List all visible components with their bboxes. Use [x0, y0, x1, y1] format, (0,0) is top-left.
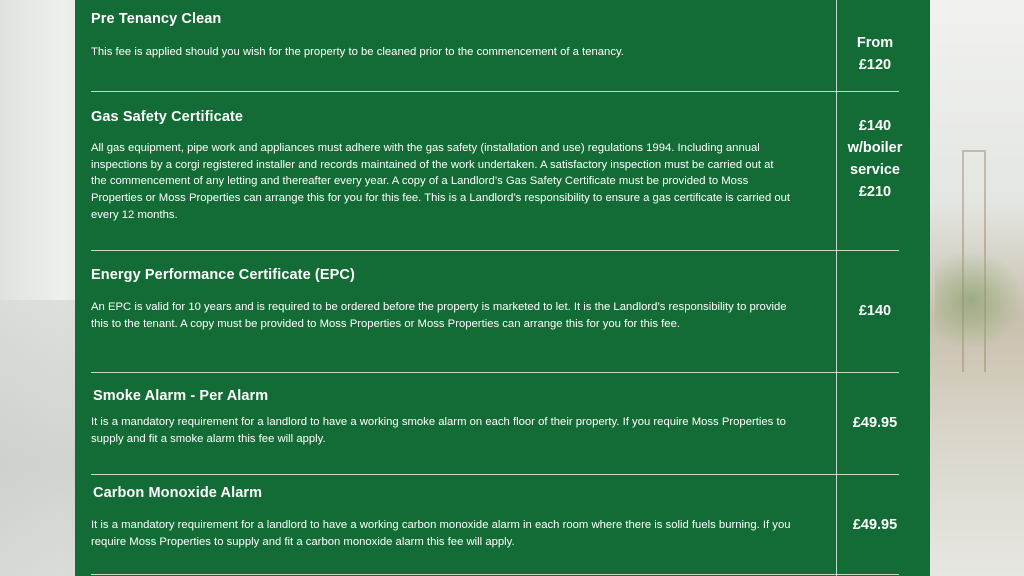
fee-price-line: £49.95 — [852, 415, 898, 431]
fee-price — [837, 300, 913, 322]
fee-description: This fee is applied should you wish for the property to be cleaned prior to the commencement of a tenancy. — [91, 46, 624, 58]
fee-title: Pre Tenancy Clean — [91, 11, 222, 27]
fee-row-epc — [75, 251, 930, 372]
fee-row-pre-tenancy-clean — [75, 0, 930, 92]
fee-title: Smoke Alarm - Per Alarm — [93, 388, 269, 404]
fee-description: It is a mandatory requirement for a landlord to have a working smoke alarm on each floor of their property. If you require Moss Properties to supply and fit a smoke alarm this fee will apply. — [91, 416, 786, 445]
fee-title: Gas Safety Certificate — [91, 109, 244, 125]
fee-price — [837, 115, 913, 203]
fee-row-gas-safety-certificate — [75, 92, 930, 250]
fee-title: Carbon Monoxide Alarm — [93, 485, 263, 501]
fee-price-line: w/boiler — [847, 140, 903, 156]
fee-description: All gas equipment, pipe work and appliances must adhere with the gas safety (installation and use) regulations 1994. Including annual inspections by a corgi registered installer and records maintained of the work undertaken. A satisfactory inspection must be carried out at the commencement of any letting and thereafter every year. A copy of a Landlord’s Gas Safety Certificate must be provided to Moss Properties or Moss Properties can arrange this for you for this fee. This is a Landlord’s responsibility to ensure a gas certificate is carried out every 12 months. — [91, 142, 791, 221]
fee-row-carbon-monoxide-alarm — [75, 475, 930, 576]
fee-price-line: £120 — [858, 57, 892, 73]
fee-price — [837, 514, 913, 536]
fee-price-line: £140 — [858, 118, 892, 134]
fee-description: An EPC is valid for 10 years and is required to be ordered before the property is marketed to let. It is the Landlord’s responsibility to provide this to the tenant. A copy must be provided to Moss Properties or Moss Properties can arrange this for you for this fee. — [91, 301, 787, 330]
fee-row-smoke-alarm — [75, 373, 930, 475]
background-plant — [935, 250, 1024, 350]
fee-price-line: £49.95 — [852, 517, 898, 533]
fee-price — [837, 32, 913, 76]
row-divider — [91, 574, 899, 575]
fee-price-line: From — [856, 35, 894, 51]
fee-price — [837, 412, 913, 434]
background-shelf — [0, 300, 75, 576]
fee-table-panel — [75, 0, 930, 576]
fee-title: Energy Performance Certificate (EPC) — [91, 267, 355, 283]
fee-description: It is a mandatory requirement for a landlord to have a working carbon monoxide alarm in each room where there is solid fuels burning. If you require Moss Properties to supply and fit a carbon monoxide alarm this fee will apply. — [91, 519, 791, 548]
fee-price-line: £210 — [858, 184, 892, 200]
fee-price-line: £140 — [858, 303, 892, 319]
fee-price-line: service — [850, 162, 900, 178]
